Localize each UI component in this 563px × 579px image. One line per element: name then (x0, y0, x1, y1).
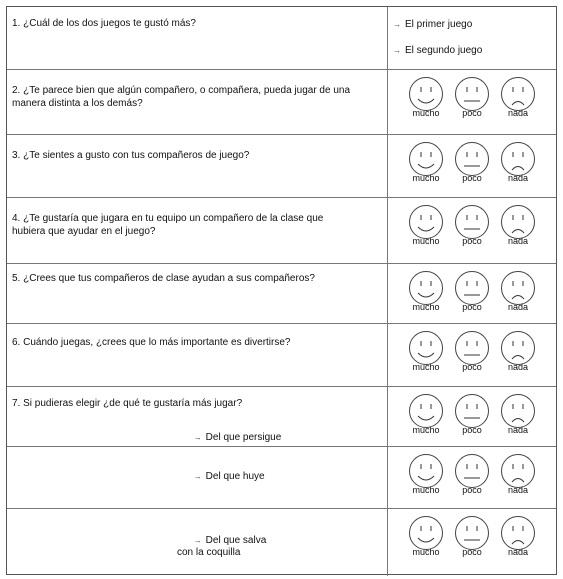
rating-scale (407, 330, 547, 380)
rating-option-nada[interactable] (499, 515, 537, 557)
question-row-7 (7, 386, 556, 447)
rating-label: mucho (412, 362, 440, 372)
arrow-icon: → (393, 20, 401, 29)
rating-option-mucho[interactable] (407, 204, 445, 246)
rating-option-nada[interactable] (499, 453, 537, 495)
option-label: El segundo juego (405, 45, 483, 56)
sad-face-icon (499, 141, 537, 177)
rating-option-nada[interactable] (499, 330, 537, 372)
question-row-6 (7, 323, 556, 387)
rating-scale (407, 76, 547, 126)
rating-option-nada[interactable] (499, 270, 537, 312)
happy-face-icon (407, 204, 445, 240)
rating-option-mucho[interactable] (407, 515, 445, 557)
sad-face-icon (499, 515, 537, 551)
rating-label: poco (462, 362, 482, 372)
option-del-que-salva[interactable] (177, 523, 266, 571)
arrow-icon: → (193, 433, 202, 442)
rating-option-mucho[interactable] (407, 76, 445, 118)
questionnaire-table (6, 6, 557, 575)
question-2-text: 2. ¿Te parece bien que algún compañero, o compañera, pueda jugar de una manera distinta a los demás? (12, 85, 351, 109)
rating-option-mucho[interactable] (407, 393, 445, 435)
option-del-que-huye[interactable] (177, 459, 265, 495)
option-first-game[interactable] (393, 19, 472, 30)
column-divider (387, 70, 388, 135)
question-7-text: 7. Si pudieras elegir ¿de qué te gustaría más jugar? (12, 398, 243, 409)
arrow-icon: → (193, 472, 202, 481)
column-divider (387, 198, 388, 264)
column-divider (387, 7, 388, 69)
sad-face-icon (499, 453, 537, 489)
column-divider (387, 509, 388, 576)
column-divider (387, 264, 388, 324)
rating-label: nada (507, 173, 529, 183)
happy-face-icon (407, 393, 445, 429)
option-label: Del que persigue (205, 432, 282, 443)
rating-option-mucho[interactable] (407, 270, 445, 312)
rating-scale (407, 393, 547, 443)
neutral-face-icon (453, 204, 491, 240)
question-row-4 (7, 197, 556, 264)
question-row-1 (7, 7, 556, 69)
question-3-text: 3. ¿Te sientes a gusto con tus compañeros de juego? (12, 150, 250, 161)
rating-scale (407, 515, 547, 565)
sad-face-icon (499, 76, 537, 112)
rating-label: poco (462, 547, 482, 557)
rating-label: nada (507, 302, 529, 312)
neutral-face-icon (453, 453, 491, 489)
rating-label: nada (507, 108, 529, 118)
question-row-2 (7, 69, 556, 135)
rating-scale (407, 453, 547, 503)
neutral-face-icon (453, 393, 491, 429)
rating-label: nada (507, 425, 529, 435)
question-7-option-row-3 (7, 508, 556, 576)
sad-face-icon (499, 393, 537, 429)
happy-face-icon (407, 141, 445, 177)
rating-label: poco (462, 108, 482, 118)
rating-label: nada (507, 362, 529, 372)
rating-label: mucho (412, 302, 440, 312)
rating-label: poco (462, 236, 482, 246)
rating-option-poco[interactable] (453, 141, 491, 183)
column-divider (387, 447, 388, 509)
rating-label: poco (462, 173, 482, 183)
question-7-option-row-2 (7, 446, 556, 509)
rating-label: poco (462, 485, 482, 495)
rating-label: nada (507, 236, 529, 246)
rating-label: mucho (412, 425, 440, 435)
column-divider (387, 135, 388, 198)
question-6-text: 6. Cuándo juegas, ¿crees que lo más importante es divertirse? (12, 337, 291, 348)
happy-face-icon (407, 515, 445, 551)
rating-label: mucho (412, 485, 440, 495)
happy-face-icon (407, 330, 445, 366)
rating-option-poco[interactable] (453, 204, 491, 246)
neutral-face-icon (453, 270, 491, 306)
neutral-face-icon (453, 515, 491, 551)
rating-label: poco (462, 302, 482, 312)
rating-option-mucho[interactable] (407, 453, 445, 495)
sad-face-icon (499, 204, 537, 240)
happy-face-icon (407, 76, 445, 112)
option-label: Del que huye (205, 471, 265, 482)
neutral-face-icon (453, 330, 491, 366)
rating-option-nada[interactable] (499, 141, 537, 183)
rating-option-poco[interactable] (453, 330, 491, 372)
neutral-face-icon (453, 141, 491, 177)
question-1-text: 1. ¿Cuál de los dos juegos te gustó más? (12, 18, 196, 29)
rating-label: mucho (412, 236, 440, 246)
rating-option-poco[interactable] (453, 76, 491, 118)
rating-option-nada[interactable] (499, 204, 537, 246)
rating-option-nada[interactable] (499, 393, 537, 435)
happy-face-icon (407, 453, 445, 489)
question-5-text: 5. ¿Crees que tus compañeros de clase ayudan a sus compañeros? (12, 273, 315, 284)
option-label: Del que salva con la coquilla (177, 535, 267, 558)
question-row-5 (7, 263, 556, 324)
question-row-3 (7, 134, 556, 198)
rating-option-nada[interactable] (499, 76, 537, 118)
rating-option-mucho[interactable] (407, 330, 445, 372)
rating-label: nada (507, 485, 529, 495)
sad-face-icon (499, 330, 537, 366)
rating-option-poco[interactable] (453, 270, 491, 312)
column-divider (387, 387, 388, 447)
rating-label: poco (462, 425, 482, 435)
question-4-text: 4. ¿Te gustaría que jugara en tu equipo un compañero de la clase que hubiera que ayudar en el juego? (12, 213, 324, 237)
rating-scale (407, 204, 547, 254)
arrow-icon: → (393, 46, 401, 55)
happy-face-icon (407, 270, 445, 306)
rating-label: mucho (412, 108, 440, 118)
rating-option-poco[interactable] (453, 453, 491, 495)
rating-option-poco[interactable] (453, 515, 491, 557)
option-second-game[interactable] (393, 45, 482, 56)
rating-scale (407, 270, 547, 320)
sad-face-icon (499, 270, 537, 306)
rating-option-poco[interactable] (453, 393, 491, 435)
neutral-face-icon (453, 76, 491, 112)
rating-option-mucho[interactable] (407, 141, 445, 183)
option-label: El primer juego (405, 19, 473, 30)
column-divider (387, 324, 388, 387)
rating-label: mucho (412, 173, 440, 183)
rating-label: mucho (412, 547, 440, 557)
rating-label: nada (507, 547, 529, 557)
rating-scale (407, 141, 547, 191)
arrow-icon: → (193, 536, 202, 545)
